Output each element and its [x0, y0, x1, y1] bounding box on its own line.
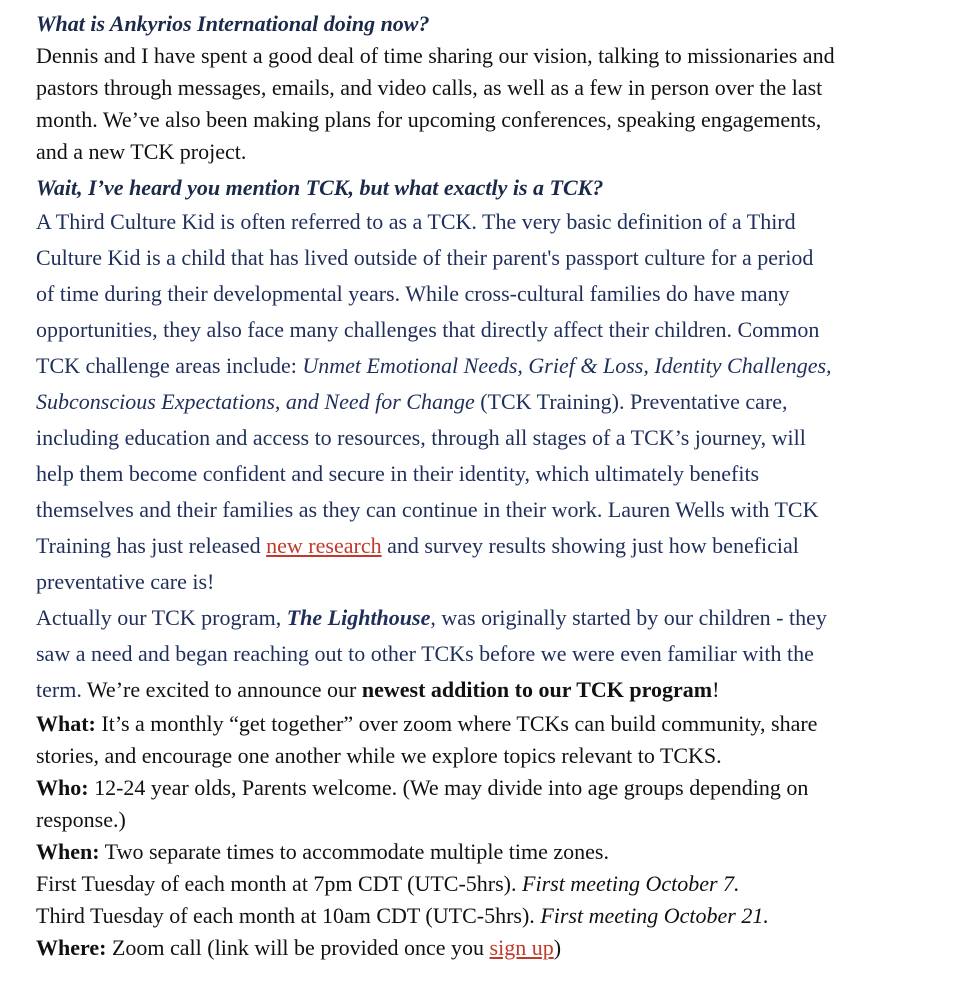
detail-who-cont: response.) — [36, 807, 126, 832]
paragraph-line — [36, 384, 956, 420]
first-meeting-date: First meeting October 21. — [540, 903, 769, 928]
what-text: It’s a monthly “get together” over zoom where TCKs can build community, share — [95, 711, 818, 736]
paragraph-line: of time during their developmental years. While cross-cultural families do have many — [36, 281, 790, 306]
paragraph-text: Actually our TCK program, — [36, 605, 287, 630]
where-text: Zoom call (link will be provided once you — [106, 935, 490, 960]
paragraph-text: (TCK Training). Preventative care, — [474, 389, 788, 414]
paragraph-text: Training has just released — [36, 533, 267, 558]
who-label: Who: — [36, 775, 89, 800]
paragraph-text: TCK challenge areas include: — [36, 353, 303, 378]
paragraph-line — [36, 528, 956, 564]
paragraph-text: and survey results showing just how beneficial — [381, 533, 799, 558]
detail-who — [36, 772, 956, 804]
who-text: 12-24 year olds, Parents welcome. (We may divide into age groups depending on — [88, 775, 809, 800]
announcement-text: We’re excited to announce our — [86, 677, 362, 702]
paragraph-line: Culture Kid is a child that has lived outside of their parent's passport culture for a period — [36, 245, 814, 270]
challenge-areas-italic: Subconscious Expectations, and Need for Change — [36, 389, 475, 414]
lighthouse-program-title: The Lighthouse — [286, 605, 431, 630]
time-text: First Tuesday of each month at 7pm CDT (UTC-5hrs). — [36, 871, 523, 896]
ankyrios-update-paragraph — [36, 40, 956, 168]
detail-what — [36, 708, 956, 740]
paragraph-line: help them become confident and secure in their identity, which ultimately benefits — [36, 461, 760, 486]
paragraph-line: saw a need and began reaching out to other TCKs before we were even familiar with the — [36, 641, 814, 666]
challenge-areas-italic: Unmet Emotional Needs, Grief & Loss, Identity Challenges, — [302, 353, 832, 378]
when-label: When: — [36, 839, 100, 864]
tck-definition-paragraph — [36, 204, 956, 600]
paragraph-line: and a new TCK project. — [36, 139, 247, 164]
where-end: ) — [553, 935, 562, 960]
lighthouse-paragraph — [36, 600, 956, 708]
paragraph-line: including education and access to resources, through all stages of a TCK’s journey, will — [36, 425, 806, 450]
paragraph-line: opportunities, they also face many challenges that directly affect their children. Common — [36, 317, 820, 342]
section-heading-ankyrios-now: What is Ankyrios International doing now? — [36, 11, 430, 36]
what-label: What: — [36, 711, 96, 736]
paragraph-line: preventative care is! — [36, 569, 215, 594]
paragraph-text: term. — [36, 677, 87, 702]
article-body — [36, 8, 956, 964]
announcement-end: ! — [712, 677, 720, 702]
sign-up-link[interactable]: sign up — [489, 935, 554, 960]
meeting-time-first — [36, 868, 956, 900]
where-label: Where: — [36, 935, 107, 960]
first-meeting-date: First meeting October 7. — [522, 871, 740, 896]
announcement-bold: newest addition to our TCK program — [361, 677, 713, 702]
program-details — [36, 708, 956, 964]
paragraph-line: pastors through messages, emails, and video calls, as well as a few in person over the last — [36, 75, 823, 100]
paragraph-text: , was originally started by our children - they — [430, 605, 827, 630]
section-heading-what-is-tck: Wait, I’ve heard you mention TCK, but what exactly is a TCK? — [36, 175, 604, 200]
paragraph-line — [36, 348, 956, 384]
paragraph-line: Dennis and I have spent a good deal of time sharing our vision, talking to missionaries and — [36, 43, 835, 68]
new-research-link[interactable]: new research — [266, 533, 382, 558]
paragraph-line — [36, 600, 956, 636]
paragraph-line: A Third Culture Kid is often referred to as a TCK. The very basic definition of a Third — [36, 209, 796, 234]
detail-what-cont: stories, and encourage one another while we explore topics relevant to TCKS. — [36, 743, 722, 768]
paragraph-line: month. We’ve also been making plans for upcoming conferences, speaking engagements, — [36, 107, 822, 132]
meeting-time-third — [36, 900, 956, 932]
time-text: Third Tuesday of each month at 10am CDT (UTC-5hrs). — [36, 903, 541, 928]
when-text: Two separate times to accommodate multiple time zones. — [99, 839, 609, 864]
detail-when — [36, 836, 956, 868]
paragraph-line — [36, 672, 956, 708]
paragraph-line: themselves and their families as they can continue in their work. Lauren Wells with TCK — [36, 497, 819, 522]
detail-where — [36, 932, 956, 964]
